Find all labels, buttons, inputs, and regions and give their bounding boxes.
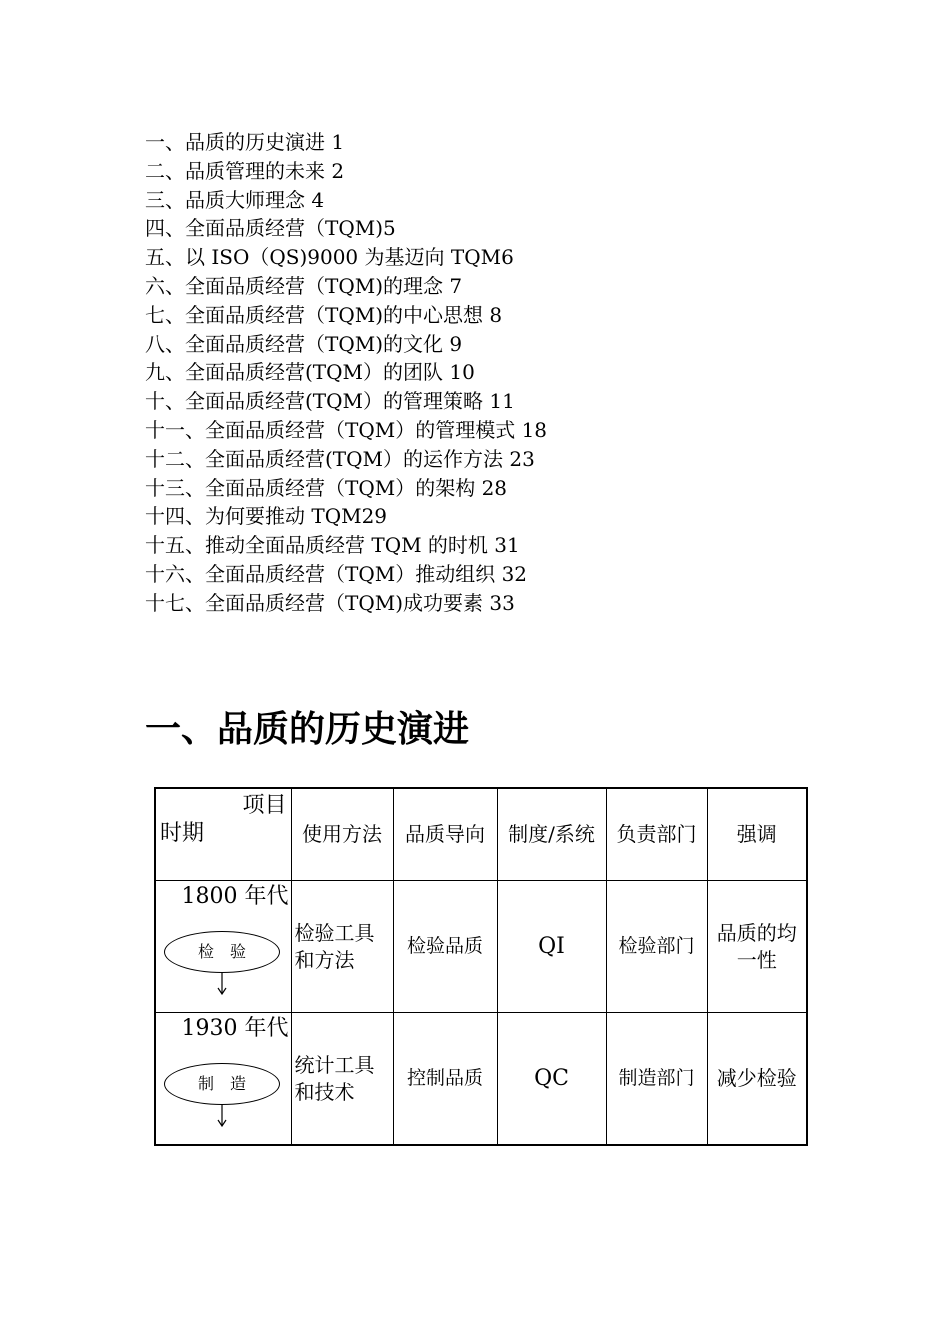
table-row [155, 881, 807, 1013]
orientation-cell: 控制品质 [393, 1013, 497, 1146]
stage-oval: 制造 [164, 1063, 280, 1105]
quality-history-table [154, 787, 808, 1146]
system-cell: QI [497, 881, 606, 1013]
table-header-row [155, 788, 807, 881]
toc-item[interactable]: 十二、全面品质经营(TQM）的运作方法 23 [145, 446, 535, 471]
header-corner-cell [155, 788, 291, 881]
toc-item[interactable]: 七、全面品质经营（TQM)的中心思想 8 [145, 302, 503, 327]
table-row [155, 1013, 807, 1146]
down-arrow-icon [216, 973, 228, 995]
orientation-cell: 检验品质 [393, 881, 497, 1013]
down-arrow-icon [216, 1105, 228, 1127]
period-cell [155, 1013, 291, 1146]
period-cell [155, 881, 291, 1013]
header-system: 制度/系统 [497, 788, 606, 881]
table-of-contents [145, 128, 547, 618]
period-year: 1800 年代 [181, 884, 289, 909]
toc-item[interactable]: 十六、全面品质经营（TQM）推动组织 32 [145, 561, 528, 586]
toc-item[interactable]: 一、品质的历史演进 1 [145, 130, 345, 154]
header-department: 负责部门 [606, 788, 707, 881]
department-cell: 制造部门 [606, 1013, 707, 1146]
header-orientation: 品质导向 [393, 788, 497, 881]
method-cell: 统计工具和技术 [291, 1013, 393, 1146]
method-cell: 检验工具和方法 [291, 881, 393, 1013]
toc-item[interactable]: 四、全面品质经营（TQM)5 [145, 216, 396, 241]
emphasis-cell: 品质的均一性 [707, 881, 807, 1013]
system-cell: QC [497, 1013, 606, 1146]
toc-item[interactable]: 九、全面品质经营(TQM）的团队 10 [145, 360, 475, 385]
period-year: 1930 年代 [181, 1016, 289, 1041]
toc-item[interactable]: 八、全面品质经营（TQM)的文化 9 [145, 331, 463, 356]
toc-item[interactable]: 十一、全面品质经营（TQM）的管理模式 18 [145, 417, 548, 442]
toc-item[interactable]: 十四、为何要推动 TQM29 [145, 504, 388, 529]
toc-item[interactable]: 六、全面品质经营（TQM)的理念 7 [145, 273, 463, 298]
header-method: 使用方法 [291, 788, 393, 881]
toc-item[interactable]: 十三、全面品质经营（TQM）的架构 28 [145, 475, 508, 500]
toc-item[interactable]: 十七、全面品质经营（TQM)成功要素 33 [145, 590, 515, 615]
toc-item[interactable]: 十五、推动全面品质经营 TQM 的时机 31 [145, 533, 520, 558]
section-title: 一、品质的历史演进 [145, 709, 470, 750]
header-emphasis: 强调 [707, 788, 807, 881]
stage-oval: 检验 [164, 931, 280, 973]
toc-item[interactable]: 十、全面品质经营(TQM）的管理策略 11 [145, 389, 515, 414]
toc-item[interactable]: 三、品质大师理念 4 [145, 187, 325, 212]
department-cell: 检验部门 [606, 881, 707, 1013]
header-corner-item: 项目 [242, 793, 287, 818]
emphasis-cell: 减少检验 [707, 1013, 807, 1146]
toc-item[interactable]: 五、以 ISO（QS)9000 为基迈向 TQM6 [145, 245, 514, 270]
toc-item[interactable]: 二、品质管理的未来 2 [145, 158, 345, 183]
header-corner-period: 时期 [160, 821, 205, 846]
